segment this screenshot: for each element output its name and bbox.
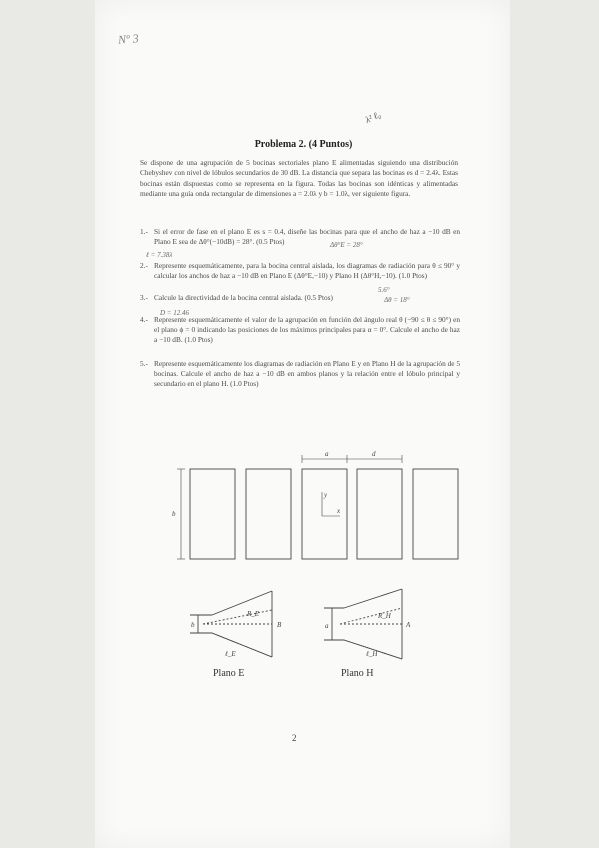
- plane-h-caption: Plano H: [341, 668, 374, 679]
- handwritten-note: D = 12.46: [160, 309, 190, 317]
- question-number: 5.-: [140, 359, 148, 368]
- question-number: 4.-: [140, 315, 148, 324]
- axis-label-y: y: [324, 491, 328, 499]
- question-item: [140, 359, 460, 389]
- problem-title: Problema 2. (4 Puntos): [254, 139, 353, 150]
- question-item: [140, 261, 460, 281]
- problem-intro: Se dispone de una agrupación de 5 bocinas sectoriales plano E alimentadas siguiendo una distribución Chebyshev con nivel de lóbulos secundarios de 30 dB. La distancia que separa las bocinas es d = 2.4λ. Estas bocinas están dispuestas como se representa en la figura. Todas las bocinas son idénticas y alimentadas mediante una guía onda rectangular de dimensiones a = 2.0λ y b = 1.0λ, ver siguiente figura.: [140, 158, 458, 199]
- question-text: Calcule la directividad de la bocina central aislada. (0.5 Ptos): [154, 293, 333, 302]
- label-re: R_E: [247, 610, 260, 618]
- page-number: 2: [292, 733, 297, 743]
- question-item: [140, 293, 460, 303]
- question-text: Represente esquemáticamente, para la bocina central aislada, los diagramas de radiación para θ ≤ 90° y calcular los anchos de haz a −10 dB en Plano E (Δθ°E,−10) y Plano H (Δθ°H,−10). (1.0 Ptos): [154, 261, 460, 280]
- top-handwritten-note: λ² ℓ₀: [363, 109, 383, 125]
- axis-label-x: x: [337, 507, 341, 515]
- dimension-label-d: d: [372, 450, 376, 458]
- handwritten-note: ℓ = 7.38λ: [146, 251, 173, 259]
- dimension-label-b: b: [172, 510, 176, 518]
- question-number: 2.-: [140, 261, 148, 270]
- question-number: 1.-: [140, 227, 148, 236]
- paper-sheet: [95, 0, 510, 848]
- label-lh: ℓ_H: [366, 650, 378, 658]
- plane-e-caption: Plano E: [213, 668, 245, 679]
- label-rh: R_H: [378, 612, 391, 620]
- question-item: [140, 227, 460, 247]
- label-le: ℓ_E: [225, 650, 236, 658]
- question-text: Si el error de fase en el plano E es s = 0.4, diseñe las bocinas para que el ancho de haz a −10 dB en Plano E sea de Δθ°(−10dB) = 28°. (0.5 Ptos): [154, 227, 460, 246]
- question-number: 3.-: [140, 293, 148, 302]
- dimension-label-a: a: [325, 450, 329, 458]
- handwritten-note: Δθ = 18°: [384, 296, 410, 304]
- corner-handwritten-note: Nº 3: [117, 31, 140, 47]
- handwritten-note: 5.6°: [378, 286, 390, 294]
- label-a-aperture: A: [406, 621, 411, 629]
- label-a-h: a: [325, 622, 329, 630]
- label-b-aperture: B: [277, 621, 282, 629]
- handwritten-note: Δθ°E = 28°: [330, 241, 363, 249]
- question-item: [140, 315, 460, 345]
- label-b-e: b: [191, 621, 195, 629]
- question-text: Represente esquemáticamente el valor de la agrupación en función del ángulo real θ (−90 ≤ θ ≤ 90°) en el plano ϕ = 0 indicando las posiciones de los máximos principales para α = 0°. Calcule el ancho de haz a −10 dB. (1.0 Ptos): [154, 315, 460, 344]
- question-text: Represente esquemáticamente los diagramas de radiación en Plano E y en Plano H de la agrupación de 5 bocinas. Calcule el ancho de haz a −10 dB en ambos planos y la relación entre el lóbulo principal y secundario en el plano H. (1.0 Ptos): [154, 359, 460, 388]
